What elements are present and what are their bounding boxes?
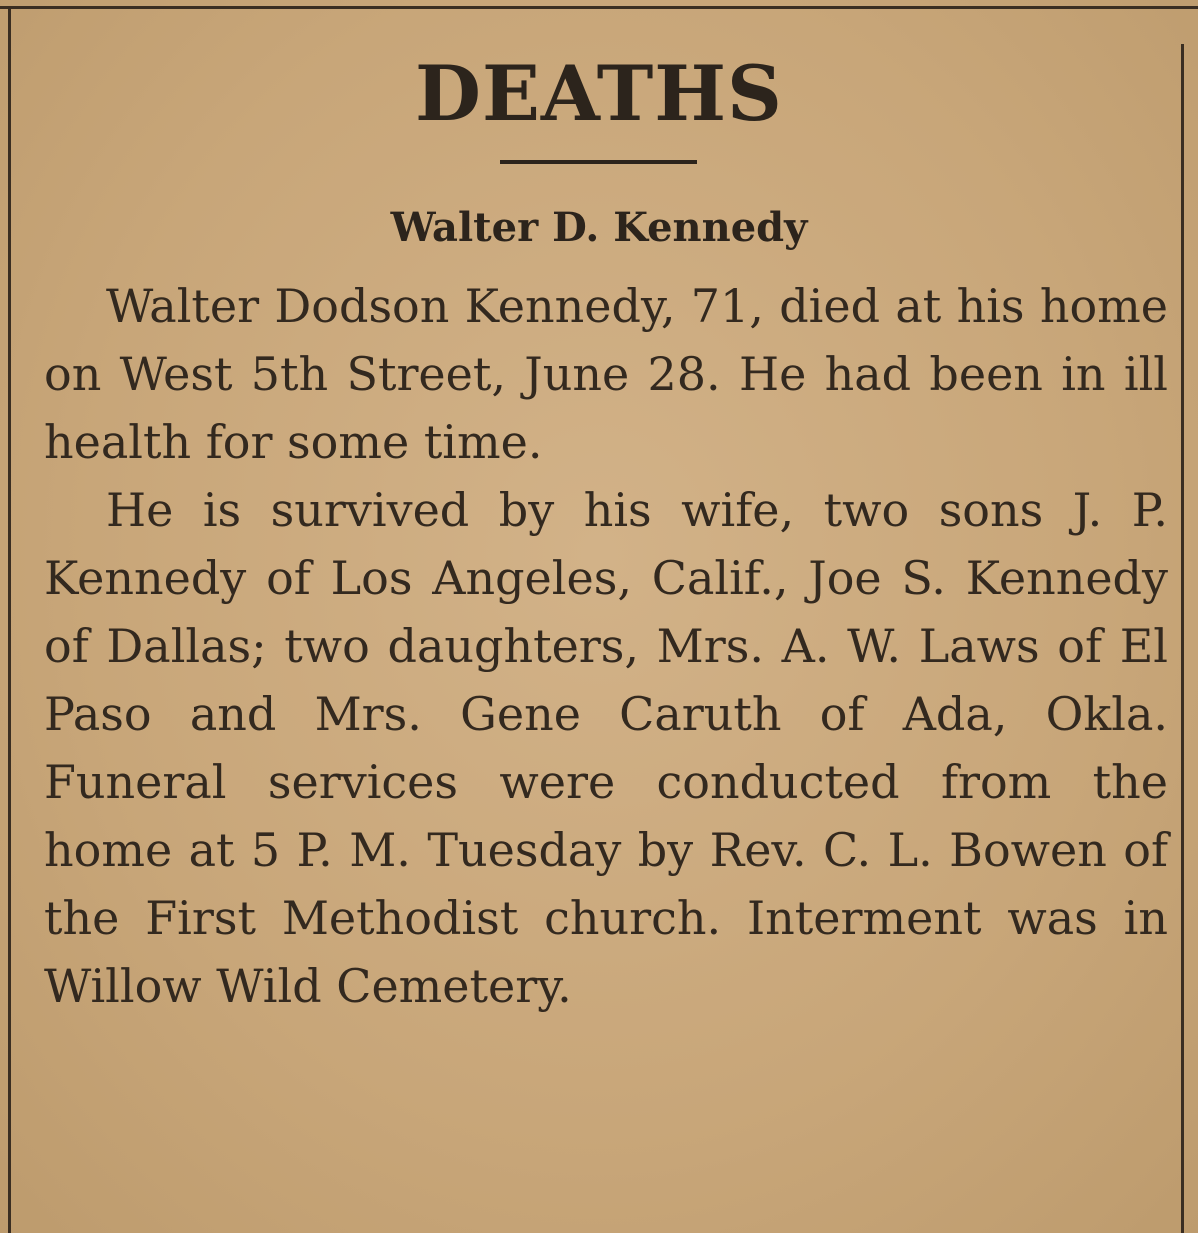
obituary-body bbox=[44, 272, 1168, 1020]
left-column-rule bbox=[8, 8, 11, 1233]
obituary-name: Walter D. Kennedy bbox=[390, 204, 808, 251]
section-heading: DEATHS bbox=[415, 49, 783, 138]
obituary-paragraph-survivors: He is survived by his wife, two sons J. P. Kennedy of Los Angeles, Calif., Joe S. Kennedy of Dallas; two daughters, Mrs. A. W. Laws of El Paso and Mrs. Gene Caruth of Ada, Okla. Funeral services were conducted from the home at 5 P. M. Tuesday by Rev. C. L. Bowen of the First Methodist church. Interment was in Willow Wild Cemetery. bbox=[44, 483, 1168, 1013]
top-column-rule bbox=[0, 6, 1198, 9]
obituary-paragraph-death: Walter Dodson Kennedy, 71, died at his home on West 5th Street, June 28. He had been in ill health for some time. bbox=[44, 279, 1168, 469]
heading-divider bbox=[500, 160, 697, 164]
